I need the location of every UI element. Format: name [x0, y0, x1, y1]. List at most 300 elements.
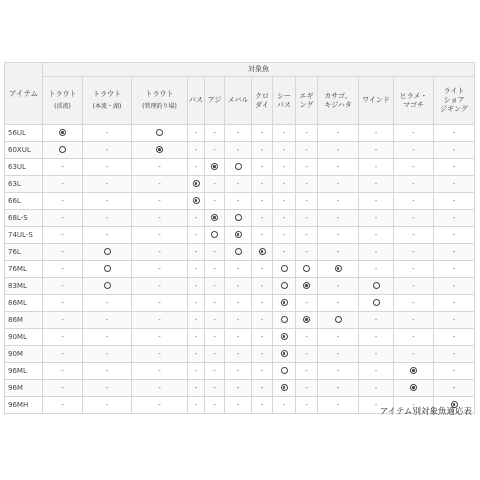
table-row — [5, 210, 475, 227]
not-applicable-mark: - — [194, 281, 198, 290]
not-applicable-mark: - — [61, 196, 64, 205]
not-applicable-mark: - — [412, 400, 415, 409]
suitable-circle-icon — [235, 248, 242, 255]
not-applicable-mark: - — [374, 332, 378, 341]
rating-cell — [252, 176, 273, 193]
rating-cell — [83, 176, 132, 193]
rating-cell — [132, 380, 188, 397]
item-name: 86ML — [5, 295, 43, 312]
column-header — [273, 77, 296, 125]
rating-cell — [252, 261, 273, 278]
not-applicable-mark: - — [412, 247, 415, 256]
best-double-circle-icon — [259, 248, 266, 255]
not-applicable-mark: - — [236, 128, 240, 137]
rating-cell — [296, 193, 318, 210]
rating-cell — [359, 363, 394, 380]
rating-cell — [83, 227, 132, 244]
not-applicable-mark: - — [305, 179, 308, 188]
rating-cell — [318, 363, 359, 380]
not-applicable-mark: - — [374, 128, 378, 137]
column-header-label: シー — [277, 91, 291, 100]
rating-cell — [188, 346, 205, 363]
not-applicable-mark: - — [305, 349, 308, 358]
item-name: 66L — [5, 193, 43, 210]
rating-cell — [225, 142, 252, 159]
rating-cell — [359, 346, 394, 363]
column-header-label: ジギング — [440, 104, 468, 113]
suitable-circle-icon — [235, 163, 242, 170]
not-applicable-mark: - — [412, 281, 415, 290]
not-applicable-mark: - — [105, 315, 109, 324]
not-applicable-mark: - — [260, 145, 264, 154]
rating-cell — [318, 176, 359, 193]
best-double-circle-icon — [281, 333, 288, 340]
rating-cell — [132, 278, 188, 295]
rating-cell — [296, 227, 318, 244]
item-name: 96M — [5, 380, 43, 397]
not-applicable-mark: - — [61, 281, 64, 290]
rating-cell — [225, 363, 252, 380]
rating-cell — [188, 397, 205, 414]
not-applicable-mark: - — [452, 315, 456, 324]
not-applicable-mark: - — [213, 315, 216, 324]
not-applicable-mark: - — [336, 145, 340, 154]
rating-cell — [394, 125, 434, 142]
rating-cell — [359, 193, 394, 210]
rating-cell — [394, 329, 434, 346]
not-applicable-mark: - — [236, 349, 240, 358]
rating-cell — [43, 312, 83, 329]
rating-cell — [188, 142, 205, 159]
rating-cell — [394, 363, 434, 380]
rating-cell — [394, 261, 434, 278]
not-applicable-mark: - — [194, 298, 198, 307]
rating-cell — [43, 125, 83, 142]
not-applicable-mark: - — [336, 213, 340, 222]
rating-cell — [252, 363, 273, 380]
rating-cell — [273, 210, 296, 227]
rating-cell — [225, 159, 252, 176]
not-applicable-mark: - — [452, 128, 456, 137]
not-applicable-mark: - — [194, 383, 198, 392]
not-applicable-mark: - — [194, 315, 198, 324]
not-applicable-mark: - — [260, 162, 264, 171]
not-applicable-mark: - — [213, 264, 216, 273]
target-fish-table — [4, 62, 475, 414]
not-applicable-mark: - — [213, 366, 216, 375]
rating-cell — [359, 210, 394, 227]
rating-cell — [205, 193, 225, 210]
not-applicable-mark: - — [61, 349, 64, 358]
not-applicable-mark: - — [374, 264, 378, 273]
table-row — [5, 346, 475, 363]
not-applicable-mark: - — [236, 383, 240, 392]
not-applicable-mark: - — [260, 196, 264, 205]
rating-cell — [188, 312, 205, 329]
not-applicable-mark: - — [452, 349, 456, 358]
rating-cell — [83, 261, 132, 278]
table-row — [5, 159, 475, 176]
not-applicable-mark: - — [282, 400, 286, 409]
table-row — [5, 312, 475, 329]
rating-cell — [43, 244, 83, 261]
not-applicable-mark: - — [374, 315, 378, 324]
rating-cell — [225, 346, 252, 363]
not-applicable-mark: - — [236, 145, 240, 154]
column-header — [83, 77, 132, 125]
rating-cell — [394, 176, 434, 193]
rating-cell — [252, 159, 273, 176]
rating-cell — [318, 193, 359, 210]
not-applicable-mark: - — [452, 145, 456, 154]
rating-cell — [318, 125, 359, 142]
column-header-label: アジ — [207, 96, 222, 105]
rating-cell — [252, 193, 273, 210]
not-applicable-mark: - — [374, 247, 378, 256]
rating-cell — [296, 363, 318, 380]
not-applicable-mark: - — [105, 298, 109, 307]
rating-cell — [318, 329, 359, 346]
not-applicable-mark: - — [61, 213, 64, 222]
rating-cell — [225, 329, 252, 346]
rating-cell — [273, 363, 296, 380]
rating-cell — [132, 193, 188, 210]
rating-cell — [296, 159, 318, 176]
rating-cell — [83, 142, 132, 159]
best-double-circle-icon — [281, 384, 288, 391]
rating-cell — [273, 159, 296, 176]
rating-cell — [318, 295, 359, 312]
rating-cell — [273, 346, 296, 363]
rating-cell — [188, 193, 205, 210]
rating-cell — [296, 295, 318, 312]
column-header-label: マゴチ — [403, 100, 424, 109]
rating-cell — [252, 125, 273, 142]
rating-cell — [43, 261, 83, 278]
rating-cell — [83, 363, 132, 380]
suitable-circle-icon — [235, 214, 242, 221]
not-applicable-mark: - — [374, 349, 378, 358]
not-applicable-mark: - — [236, 281, 240, 290]
not-applicable-mark: - — [213, 332, 216, 341]
rating-cell — [252, 244, 273, 261]
rating-cell — [359, 329, 394, 346]
rating-cell — [43, 295, 83, 312]
rating-cell — [252, 380, 273, 397]
target-fish-group-header: 対象魚 — [43, 63, 475, 77]
not-applicable-mark: - — [61, 247, 64, 256]
not-applicable-mark: - — [336, 383, 340, 392]
rating-cell — [43, 227, 83, 244]
rating-cell — [43, 159, 83, 176]
rating-cell — [205, 346, 225, 363]
not-applicable-mark: - — [236, 400, 240, 409]
not-applicable-mark: - — [158, 315, 161, 324]
not-applicable-mark: - — [336, 298, 340, 307]
item-name: 68L-S — [5, 210, 43, 227]
not-applicable-mark: - — [213, 383, 216, 392]
not-applicable-mark: - — [305, 230, 308, 239]
rating-cell — [318, 380, 359, 397]
rating-cell — [434, 346, 475, 363]
not-applicable-mark: - — [158, 400, 161, 409]
column-header-label: バス — [189, 96, 203, 105]
suitable-circle-icon — [281, 367, 288, 374]
not-applicable-mark: - — [236, 179, 240, 188]
best-double-circle-icon — [156, 146, 163, 153]
rating-cell — [434, 142, 475, 159]
not-applicable-mark: - — [158, 196, 161, 205]
rating-cell — [296, 176, 318, 193]
column-header-label: カサゴ、 — [324, 91, 352, 100]
best-double-circle-icon — [410, 367, 417, 374]
rating-cell — [318, 278, 359, 295]
column-header — [359, 77, 394, 125]
rating-cell — [273, 125, 296, 142]
suitable-circle-icon — [373, 299, 380, 306]
rating-cell — [83, 125, 132, 142]
rating-cell — [394, 278, 434, 295]
not-applicable-mark: - — [260, 213, 264, 222]
rating-cell — [132, 346, 188, 363]
not-applicable-mark: - — [213, 128, 216, 137]
not-applicable-mark: - — [305, 366, 308, 375]
not-applicable-mark: - — [374, 196, 378, 205]
not-applicable-mark: - — [452, 298, 456, 307]
not-applicable-mark: - — [213, 298, 216, 307]
rating-cell — [252, 397, 273, 414]
rating-cell — [318, 397, 359, 414]
not-applicable-mark: - — [194, 400, 198, 409]
rating-cell — [394, 210, 434, 227]
rating-cell — [318, 244, 359, 261]
rating-cell — [252, 210, 273, 227]
not-applicable-mark: - — [260, 332, 264, 341]
not-applicable-mark: - — [236, 264, 240, 273]
fish-column-headers — [5, 77, 475, 125]
rating-cell — [359, 278, 394, 295]
rating-cell — [188, 278, 205, 295]
not-applicable-mark: - — [412, 230, 415, 239]
rating-cell — [205, 159, 225, 176]
column-header-label: ワインド — [362, 96, 390, 105]
rating-cell — [273, 312, 296, 329]
not-applicable-mark: - — [412, 332, 415, 341]
rating-cell — [394, 380, 434, 397]
rating-cell — [434, 244, 475, 261]
rating-cell — [273, 193, 296, 210]
table-row — [5, 176, 475, 193]
item-name: 83ML — [5, 278, 43, 295]
not-applicable-mark: - — [305, 162, 308, 171]
column-header — [434, 77, 475, 125]
item-name: 96MH — [5, 397, 43, 414]
rating-cell — [394, 346, 434, 363]
not-applicable-mark: - — [213, 349, 216, 358]
not-applicable-mark: - — [61, 264, 64, 273]
column-header — [394, 77, 434, 125]
rating-cell — [318, 227, 359, 244]
rating-cell — [132, 227, 188, 244]
suitability-chart — [4, 62, 474, 414]
table-row — [5, 329, 475, 346]
column-header-label: ング — [299, 100, 314, 109]
rating-cell — [132, 295, 188, 312]
column-header — [132, 77, 188, 125]
not-applicable-mark: - — [158, 366, 161, 375]
not-applicable-mark: - — [61, 298, 64, 307]
rating-cell — [434, 261, 475, 278]
rating-cell — [434, 329, 475, 346]
rating-cell — [359, 244, 394, 261]
not-applicable-mark: - — [336, 247, 340, 256]
not-applicable-mark: - — [282, 145, 286, 154]
rating-cell — [296, 142, 318, 159]
not-applicable-mark: - — [305, 145, 308, 154]
rating-cell — [83, 397, 132, 414]
rating-cell — [273, 176, 296, 193]
rating-cell — [225, 397, 252, 414]
rating-cell — [273, 261, 296, 278]
rating-cell — [318, 210, 359, 227]
not-applicable-mark: - — [213, 281, 216, 290]
rating-cell — [188, 363, 205, 380]
not-applicable-mark: - — [105, 162, 109, 171]
rating-cell — [83, 159, 132, 176]
not-applicable-mark: - — [105, 213, 109, 222]
rating-cell — [132, 329, 188, 346]
column-header-label: メバル — [227, 96, 249, 105]
not-applicable-mark: - — [282, 128, 286, 137]
rating-cell — [318, 312, 359, 329]
rating-cell — [132, 261, 188, 278]
not-applicable-mark: - — [282, 247, 286, 256]
rating-cell — [83, 210, 132, 227]
rating-cell — [205, 125, 225, 142]
table-header — [5, 63, 475, 125]
not-applicable-mark: - — [260, 315, 264, 324]
rating-cell — [188, 159, 205, 176]
not-applicable-mark: - — [412, 162, 415, 171]
not-applicable-mark: - — [61, 400, 64, 409]
rating-cell — [359, 312, 394, 329]
rating-cell — [252, 346, 273, 363]
table-row — [5, 227, 475, 244]
rating-cell — [205, 295, 225, 312]
not-applicable-mark: - — [158, 213, 161, 222]
rating-cell — [83, 278, 132, 295]
rating-cell — [225, 295, 252, 312]
rating-cell — [434, 380, 475, 397]
column-header-label: ヒラメ・ — [399, 91, 428, 100]
not-applicable-mark: - — [374, 383, 378, 392]
rating-cell — [318, 142, 359, 159]
best-double-circle-icon — [335, 265, 342, 272]
suitable-circle-icon — [281, 316, 288, 323]
rating-cell — [296, 380, 318, 397]
rating-cell — [188, 210, 205, 227]
rating-cell — [83, 329, 132, 346]
not-applicable-mark: - — [305, 298, 308, 307]
not-applicable-mark: - — [260, 366, 264, 375]
not-applicable-mark: - — [412, 213, 415, 222]
rating-cell — [225, 193, 252, 210]
rating-cell — [132, 363, 188, 380]
not-applicable-mark: - — [336, 230, 340, 239]
not-applicable-mark: - — [282, 230, 286, 239]
not-applicable-mark: - — [158, 247, 161, 256]
column-header-label: ライト — [443, 87, 465, 96]
rating-cell — [252, 295, 273, 312]
not-applicable-mark: - — [61, 315, 64, 324]
rating-cell — [43, 193, 83, 210]
best-double-circle-icon — [303, 282, 310, 289]
rating-cell — [273, 244, 296, 261]
rating-cell — [225, 380, 252, 397]
column-header — [296, 77, 318, 125]
not-applicable-mark: - — [194, 264, 198, 273]
rating-cell — [225, 227, 252, 244]
not-applicable-mark: - — [158, 162, 161, 171]
item-name: 74UL-S — [5, 227, 43, 244]
item-name: 90M — [5, 346, 43, 363]
rating-cell — [252, 142, 273, 159]
rating-cell — [188, 261, 205, 278]
rating-cell — [188, 176, 205, 193]
suitable-circle-icon — [104, 248, 111, 255]
not-applicable-mark: - — [336, 196, 340, 205]
not-applicable-mark: - — [105, 179, 109, 188]
not-applicable-mark: - — [105, 145, 109, 154]
not-applicable-mark: - — [260, 264, 264, 273]
rating-cell — [434, 363, 475, 380]
column-header — [252, 77, 273, 125]
rating-cell — [83, 244, 132, 261]
rating-cell — [273, 329, 296, 346]
not-applicable-mark: - — [452, 196, 456, 205]
item-name: 86M — [5, 312, 43, 329]
rating-cell — [296, 244, 318, 261]
table-body — [5, 125, 475, 414]
not-applicable-mark: - — [305, 400, 308, 409]
not-applicable-mark: - — [260, 298, 264, 307]
table-row — [5, 261, 475, 278]
best-double-circle-icon — [211, 163, 218, 170]
item-name: 96ML — [5, 363, 43, 380]
rating-cell — [225, 244, 252, 261]
item-name: 60XUL — [5, 142, 43, 159]
item-name: 63L — [5, 176, 43, 193]
rating-cell — [205, 227, 225, 244]
rating-cell — [296, 278, 318, 295]
rating-cell — [205, 176, 225, 193]
not-applicable-mark: - — [158, 298, 161, 307]
not-applicable-mark: - — [452, 264, 456, 273]
table-row — [5, 363, 475, 380]
not-applicable-mark: - — [412, 315, 415, 324]
rating-cell — [434, 176, 475, 193]
not-applicable-mark: - — [194, 332, 198, 341]
rating-cell — [434, 210, 475, 227]
rating-cell — [273, 397, 296, 414]
rating-cell — [188, 295, 205, 312]
not-applicable-mark: - — [452, 332, 456, 341]
not-applicable-mark: - — [61, 179, 64, 188]
rating-cell — [43, 210, 83, 227]
not-applicable-mark: - — [305, 196, 308, 205]
column-header-label: トラウト — [93, 90, 121, 99]
rating-cell — [83, 193, 132, 210]
